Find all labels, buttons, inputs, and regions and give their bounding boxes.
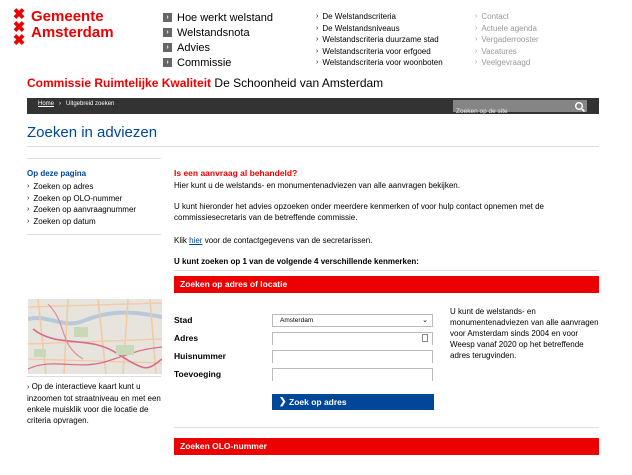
sidebar-item-olo[interactable]: › Zoeken op OLO-nummer — [27, 193, 123, 203]
divider — [27, 158, 161, 159]
sidebar-item-aanvraagnummer[interactable]: › Zoeken op aanvraagnummer — [27, 205, 137, 215]
adres-input[interactable] — [272, 332, 433, 345]
secondary-nav-item[interactable]: › Welstandscriteria duurzame stad — [316, 35, 439, 45]
sidebar-heading: Op deze pagina — [27, 169, 87, 178]
search-input[interactable] — [453, 106, 569, 118]
chevron-right-icon: › — [163, 43, 172, 52]
toevoeging-label: Toevoeging — [174, 369, 222, 379]
utility-nav — [475, 11, 539, 69]
utility-nav-item[interactable]: › Veelgevraagd — [475, 58, 531, 68]
arrow-right-icon: › — [475, 47, 478, 55]
map-caption: › Op de interactieve kaart kunt u inzoomen tot straatniveau en met een enkele muisklik voor die locatie de criteria opvragen. — [27, 382, 161, 425]
arrow-right-icon: › — [316, 59, 319, 67]
stad-select[interactable]: Amsterdam ⌄ — [272, 314, 433, 327]
arrow-right-icon: › — [475, 13, 478, 21]
question-heading: Is een aanvraag al behandeld? — [174, 168, 298, 178]
secondary-nav-item[interactable]: › De Welstandscriteria — [316, 12, 396, 22]
sidebar-item-adres[interactable]: › Zoeken op adres — [27, 182, 94, 192]
commission-name: Commissie Ruimtelijke Kwaliteit — [27, 76, 212, 90]
map-image — [28, 299, 162, 374]
site-search — [453, 100, 587, 112]
arrow-right-icon: › — [316, 24, 319, 32]
search-options-intro: U kunt zoeken op 1 van de volgende 4 verschillende kenmerken: — [174, 257, 419, 266]
adres-label: Adres — [174, 333, 199, 343]
breadcrumb-home[interactable]: Home — [38, 101, 55, 107]
utility-nav-item[interactable]: › Vacatures — [475, 46, 517, 56]
divider — [174, 270, 599, 271]
chevron-right-icon: ❯ — [279, 396, 287, 406]
search-icon — [573, 101, 587, 113]
utility-nav-item[interactable]: › Vergaderrooster — [475, 35, 539, 45]
arrow-right-icon: › — [475, 59, 478, 67]
section-header-adres: Zoeken op adres of locatie — [174, 276, 599, 293]
divider — [174, 427, 599, 428]
huisnummer-label: Huisnummer — [174, 351, 226, 361]
primary-nav-item[interactable]: › Welstandsnota — [163, 25, 273, 40]
breadcrumb — [38, 101, 114, 107]
stad-label: Stad — [174, 315, 193, 325]
intro-text: Hier kunt u de welstands- en monumentenadviezen van alle aanvragen bekijken. — [174, 181, 460, 190]
secondary-nav-item[interactable]: › De Welstandsniveaus — [316, 23, 400, 33]
utility-nav-item[interactable]: › Actuele agenda — [475, 23, 537, 33]
arrow-right-icon: › — [27, 183, 30, 191]
breadcrumb-separator: › — [59, 101, 62, 107]
primary-nav-item[interactable]: › Advies — [163, 40, 273, 55]
secondary-nav-item[interactable]: › Welstandscriteria voor erfgoed — [316, 46, 431, 56]
arrow-right-icon: › — [475, 24, 478, 32]
chevron-right-icon: › — [163, 28, 172, 37]
arrow-right-icon: › — [27, 217, 30, 225]
secondary-nav-item[interactable]: › Welstandscriteria voor woonboten — [316, 58, 443, 68]
sidebar-item-datum[interactable]: › Zoeken op datum — [27, 216, 96, 226]
toevoeging-input[interactable] — [272, 368, 433, 381]
help-text: U kunt hieronder het advies opzoeken onder meerdere kenmerken of voor hulp contact opnemen met de commissiesecretaris van de betreffende commissie. — [174, 202, 544, 222]
arrow-right-icon: › — [316, 13, 319, 21]
arrow-right-icon: › — [27, 194, 30, 202]
sidebar-nav — [27, 181, 136, 227]
side-note: U kunt de welstands- en monumentenadviezen van alle aanvragen voor Amsterdam sinds 2004 en voor Weesp vanaf 2020 op het betreffende adres terugvinden. — [450, 307, 599, 360]
divider — [27, 146, 599, 147]
arrow-right-icon: › — [316, 47, 319, 55]
chevron-down-icon: ⌄ — [422, 317, 428, 324]
logo-line2: Amsterdam — [31, 24, 114, 41]
arrow-right-icon: › — [27, 206, 30, 214]
huisnummer-input[interactable] — [272, 350, 433, 363]
utility-nav-item[interactable]: › Contact — [475, 12, 509, 22]
contact-text: Klik hier voor de contactgegevens van de secretarissen. — [174, 236, 373, 245]
search-button[interactable] — [573, 100, 587, 112]
divider — [27, 234, 161, 235]
contact-link[interactable]: hier — [189, 236, 203, 245]
primary-nav-item[interactable]: › Hoe werkt welstand — [163, 10, 273, 25]
commission-title[interactable] — [27, 76, 383, 90]
arrow-right-icon: › — [475, 36, 478, 44]
chevron-right-icon: › — [163, 58, 172, 67]
section-header-olo: Zoeken OLO-nummer — [174, 438, 599, 455]
divider — [27, 376, 161, 377]
interactive-map-thumbnail[interactable] — [28, 299, 162, 374]
primary-nav — [163, 10, 273, 70]
zoek-op-adres-button[interactable]: ❯ Zoek op adres — [272, 394, 434, 410]
autofill-icon — [422, 334, 428, 342]
logo-line1: Gemeente — [31, 8, 104, 25]
secondary-nav — [316, 11, 443, 69]
page-title: Zoeken in adviezen — [27, 124, 158, 141]
logo-xxx-mark: ✖ ✖ ✖ — [12, 6, 26, 49]
primary-nav-item[interactable]: › Commissie — [163, 55, 273, 70]
arrow-right-icon: › — [27, 384, 30, 391]
breadcrumb-current: Uitgebreid zoeken — [66, 101, 115, 107]
commission-tagline: De Schoonheid van Amsterdam — [214, 76, 384, 90]
arrow-right-icon: › — [316, 36, 319, 44]
chevron-right-icon: › — [163, 13, 172, 22]
